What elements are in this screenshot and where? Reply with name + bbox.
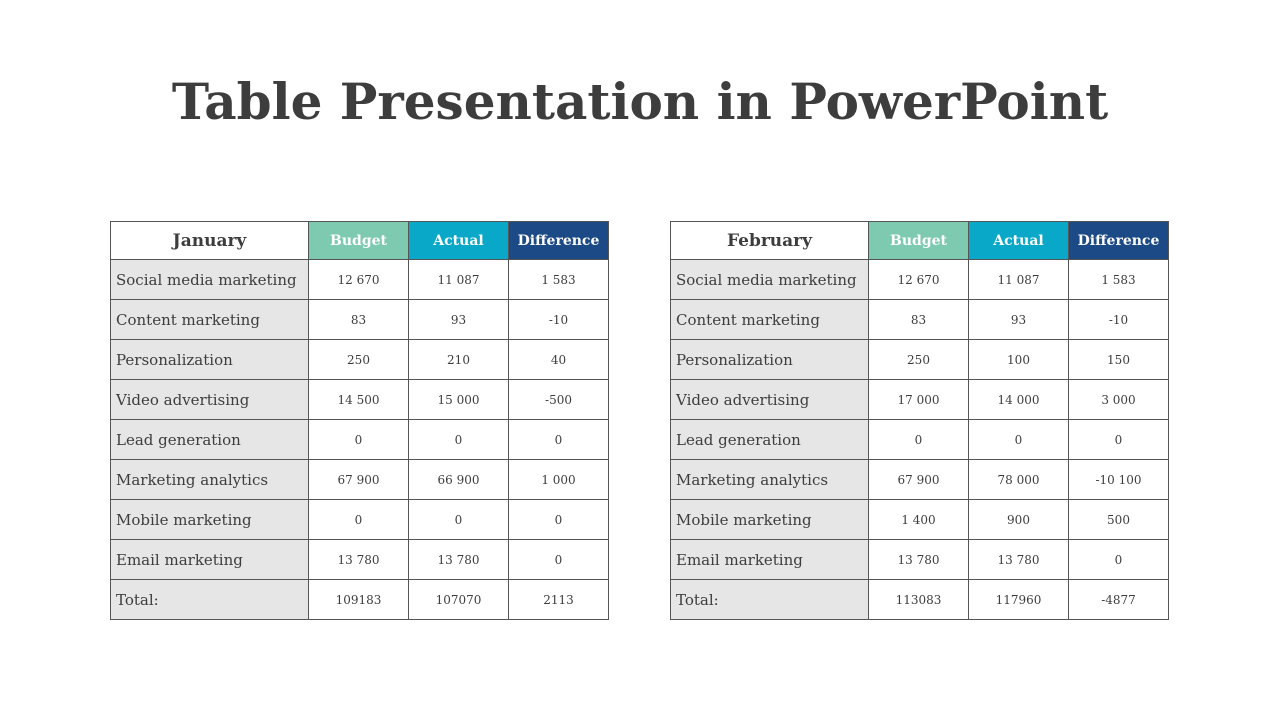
budget-cell: 12 670 bbox=[869, 260, 969, 300]
table-row bbox=[671, 380, 1169, 420]
difference-header: Difference bbox=[509, 222, 609, 260]
difference-cell: 1 000 bbox=[509, 460, 609, 500]
actual-cell: 93 bbox=[409, 300, 509, 340]
budget-header: Budget bbox=[869, 222, 969, 260]
difference-cell: 0 bbox=[509, 500, 609, 540]
month-header: February bbox=[671, 222, 869, 260]
difference-cell: 1 583 bbox=[509, 260, 609, 300]
actual-cell: 107070 bbox=[409, 580, 509, 620]
row-label: Content marketing bbox=[111, 300, 309, 340]
difference-cell: -10 bbox=[509, 300, 609, 340]
actual-cell: 900 bbox=[969, 500, 1069, 540]
table-row bbox=[111, 420, 609, 460]
budget-header: Budget bbox=[309, 222, 409, 260]
row-label: Personalization bbox=[671, 340, 869, 380]
budget-cell: 250 bbox=[309, 340, 409, 380]
month-header: January bbox=[111, 222, 309, 260]
row-label: Email marketing bbox=[111, 540, 309, 580]
actual-cell: 93 bbox=[969, 300, 1069, 340]
difference-cell: 0 bbox=[509, 420, 609, 460]
row-label: Mobile marketing bbox=[111, 500, 309, 540]
row-label: Video advertising bbox=[671, 380, 869, 420]
row-label: Video advertising bbox=[111, 380, 309, 420]
actual-cell: 100 bbox=[969, 340, 1069, 380]
table-row bbox=[111, 540, 609, 580]
budget-cell: 13 780 bbox=[309, 540, 409, 580]
table-header-row bbox=[111, 222, 609, 260]
row-label: Personalization bbox=[111, 340, 309, 380]
row-label: Lead generation bbox=[671, 420, 869, 460]
actual-cell: 0 bbox=[409, 500, 509, 540]
table-row bbox=[111, 260, 609, 300]
row-label: Social media marketing bbox=[671, 260, 869, 300]
difference-cell: -10 100 bbox=[1069, 460, 1169, 500]
table-row bbox=[671, 500, 1169, 540]
actual-cell: 0 bbox=[969, 420, 1069, 460]
actual-cell: 13 780 bbox=[969, 540, 1069, 580]
difference-cell: 150 bbox=[1069, 340, 1169, 380]
total-row bbox=[671, 580, 1169, 620]
budget-cell: 13 780 bbox=[869, 540, 969, 580]
actual-cell: 11 087 bbox=[409, 260, 509, 300]
budget-cell: 250 bbox=[869, 340, 969, 380]
row-label: Total: bbox=[671, 580, 869, 620]
table-row bbox=[671, 260, 1169, 300]
january-table bbox=[110, 221, 609, 620]
budget-cell: 83 bbox=[309, 300, 409, 340]
actual-header: Actual bbox=[969, 222, 1069, 260]
row-label: Content marketing bbox=[671, 300, 869, 340]
difference-cell: -500 bbox=[509, 380, 609, 420]
table-row bbox=[671, 300, 1169, 340]
actual-header: Actual bbox=[409, 222, 509, 260]
difference-cell: 0 bbox=[1069, 420, 1169, 460]
budget-cell: 17 000 bbox=[869, 380, 969, 420]
row-label: Total: bbox=[111, 580, 309, 620]
row-label: Marketing analytics bbox=[671, 460, 869, 500]
budget-cell: 67 900 bbox=[869, 460, 969, 500]
row-label: Social media marketing bbox=[111, 260, 309, 300]
budget-cell: 67 900 bbox=[309, 460, 409, 500]
budget-cell: 14 500 bbox=[309, 380, 409, 420]
total-row bbox=[111, 580, 609, 620]
budget-cell: 109183 bbox=[309, 580, 409, 620]
actual-cell: 15 000 bbox=[409, 380, 509, 420]
table-row bbox=[111, 500, 609, 540]
budget-cell: 0 bbox=[309, 500, 409, 540]
actual-cell: 66 900 bbox=[409, 460, 509, 500]
difference-cell: 1 583 bbox=[1069, 260, 1169, 300]
difference-cell: 0 bbox=[509, 540, 609, 580]
budget-cell: 0 bbox=[309, 420, 409, 460]
table-row bbox=[671, 460, 1169, 500]
difference-cell: 2113 bbox=[509, 580, 609, 620]
budget-cell: 0 bbox=[869, 420, 969, 460]
actual-cell: 78 000 bbox=[969, 460, 1069, 500]
table-row bbox=[111, 340, 609, 380]
row-label: Email marketing bbox=[671, 540, 869, 580]
difference-cell: 3 000 bbox=[1069, 380, 1169, 420]
table-row bbox=[671, 540, 1169, 580]
row-label: Marketing analytics bbox=[111, 460, 309, 500]
difference-cell: -10 bbox=[1069, 300, 1169, 340]
difference-cell: 40 bbox=[509, 340, 609, 380]
actual-cell: 210 bbox=[409, 340, 509, 380]
slide-title: Table Presentation in PowerPoint bbox=[171, 72, 1109, 131]
difference-cell: 500 bbox=[1069, 500, 1169, 540]
budget-cell: 83 bbox=[869, 300, 969, 340]
budget-cell: 1 400 bbox=[869, 500, 969, 540]
actual-cell: 11 087 bbox=[969, 260, 1069, 300]
difference-header: Difference bbox=[1069, 222, 1169, 260]
february-table bbox=[670, 221, 1169, 620]
table-row bbox=[671, 340, 1169, 380]
table-row bbox=[111, 380, 609, 420]
table-row bbox=[671, 420, 1169, 460]
table-row bbox=[111, 300, 609, 340]
table-header-row bbox=[671, 222, 1169, 260]
actual-cell: 13 780 bbox=[409, 540, 509, 580]
budget-cell: 12 670 bbox=[309, 260, 409, 300]
actual-cell: 14 000 bbox=[969, 380, 1069, 420]
actual-cell: 0 bbox=[409, 420, 509, 460]
actual-cell: 117960 bbox=[969, 580, 1069, 620]
difference-cell: -4877 bbox=[1069, 580, 1169, 620]
table-row bbox=[111, 460, 609, 500]
difference-cell: 0 bbox=[1069, 540, 1169, 580]
row-label: Lead generation bbox=[111, 420, 309, 460]
budget-cell: 113083 bbox=[869, 580, 969, 620]
row-label: Mobile marketing bbox=[671, 500, 869, 540]
